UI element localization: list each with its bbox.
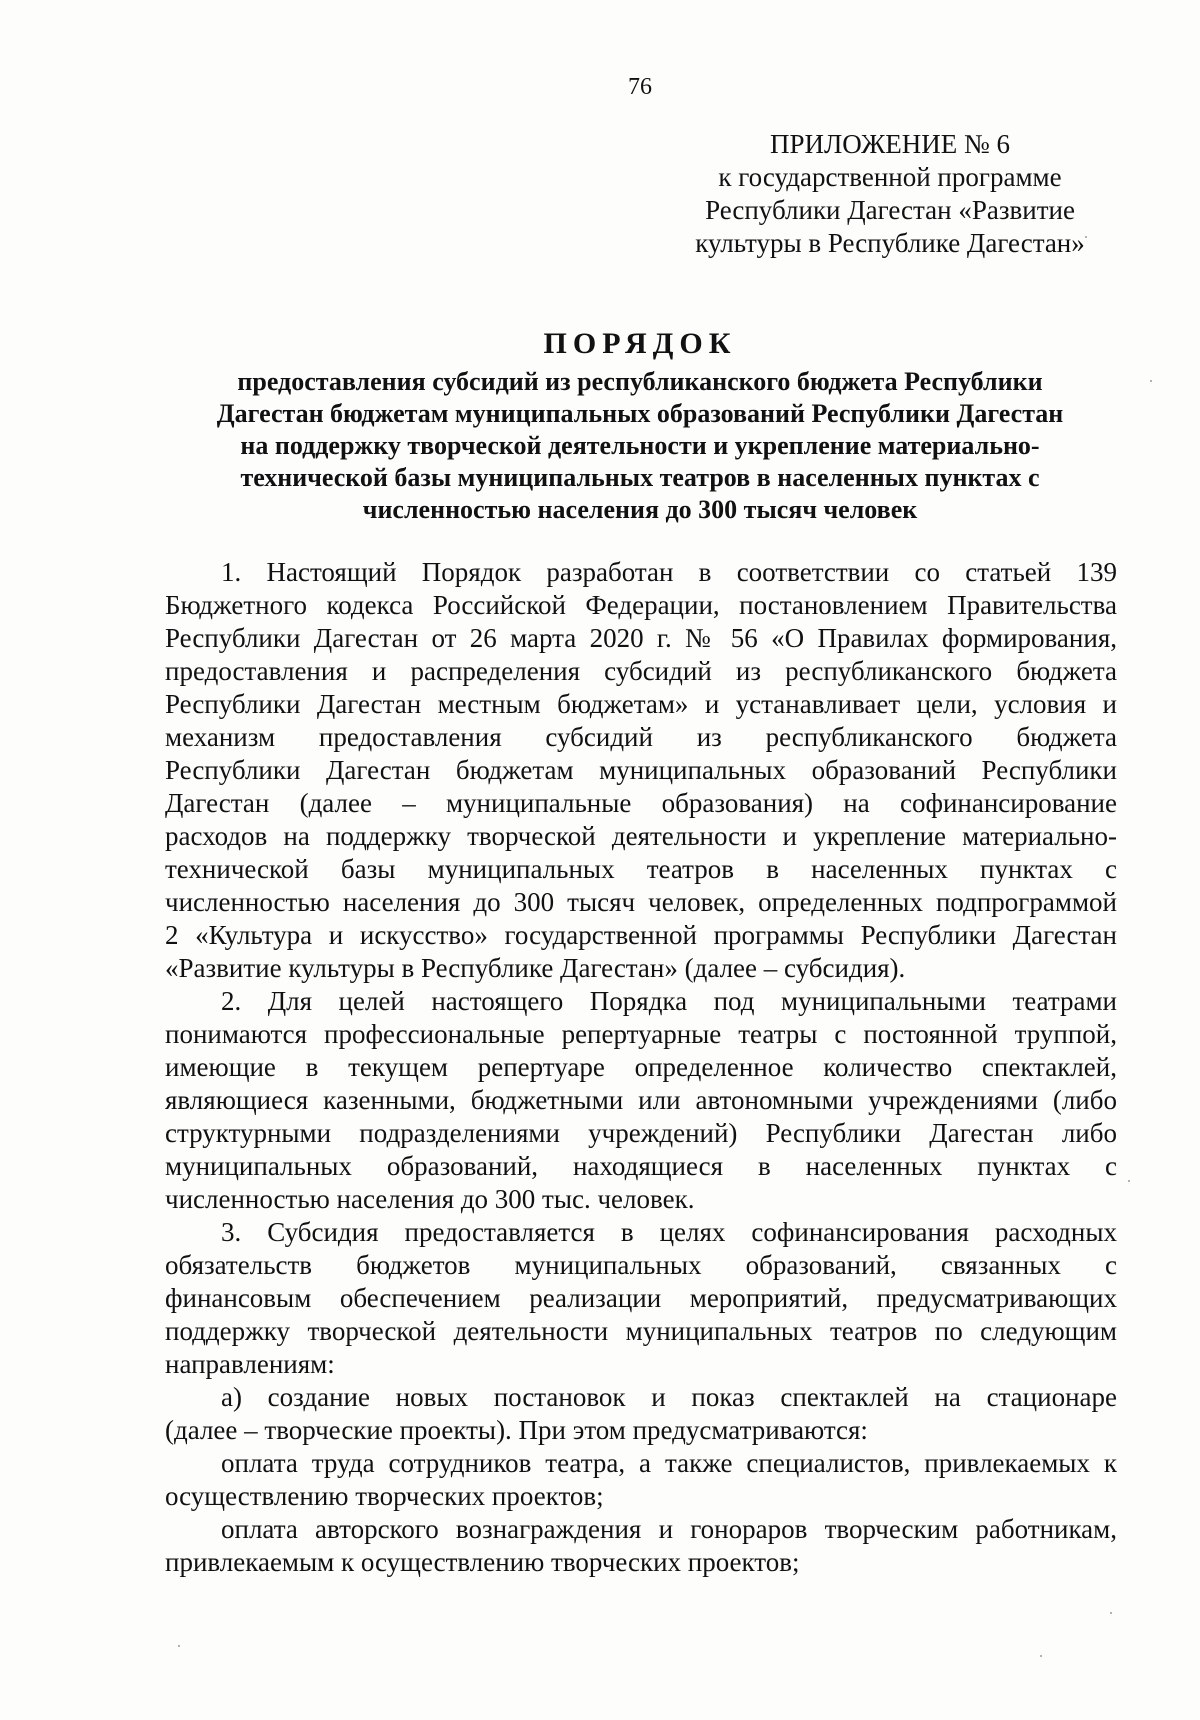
paragraph-1-line: численностью населения до 300 тысяч человек, определенных подпрограммой	[165, 887, 1117, 917]
paragraph-1-line: Дагестан (далее – муниципальные образования) на софинансирование	[165, 788, 1117, 818]
title-line: на поддержку творческой деятельности и укрепление материально-	[240, 431, 1040, 460]
paragraph-2-line: 2. Для целей настоящего Порядка под муниципальными театрами	[221, 986, 1117, 1016]
document-body	[165, 556, 1117, 1579]
subitem-line: оплата авторского вознаграждения и гонораров творческим работникам,	[221, 1514, 1117, 1544]
page-number: 76	[628, 74, 652, 100]
paragraph-3-line: обязательств бюджетов муниципальных образований, связанных с	[165, 1250, 1117, 1280]
paragraph-2-line: являющиеся казенными, бюджетными или автономными учреждениями (либо	[165, 1085, 1117, 1115]
paragraph-1-line: Республики Дагестан от 26 марта 2020 г. № 56 «О Правилах формирования,	[165, 623, 1117, 653]
annex-line: Республики Дагестан «Развитие	[705, 195, 1075, 225]
scan-speck	[1040, 1655, 1042, 1657]
paragraph-1-line: 2 «Культура и искусство» государственной программы Республики Дагестан	[165, 920, 1117, 950]
paragraph-1-line: предоставления и распределения субсидий из республиканского бюджета	[165, 656, 1117, 686]
subitem-line: оплата труда сотрудников театра, а также специалистов, привлекаемых к	[221, 1448, 1117, 1478]
document-title	[150, 324, 1130, 526]
paragraph-2-line: структурными подразделениями учреждений) Республики Дагестан либо	[165, 1118, 1117, 1148]
item-a-line: (далее – творческие проекты). При этом предусматриваются:	[165, 1415, 868, 1445]
annex-line: культуры в Республике Дагестан»	[695, 228, 1085, 258]
title-line: технической базы муниципальных театров в населенных пунктах с	[240, 463, 1040, 492]
title-line: численностью населения до 300 тысяч человек	[362, 495, 918, 524]
paragraph-1-line: расходов на поддержку творческой деятельности и укрепление материально-	[165, 821, 1117, 851]
scan-speck	[1085, 236, 1087, 238]
paragraph-1-line: технической базы муниципальных театров в населенных пунктах с	[165, 854, 1117, 884]
scan-speck	[1128, 1180, 1130, 1182]
title-line: предоставления субсидий из республиканского бюджета Республики	[237, 367, 1043, 396]
annex-header	[670, 128, 1110, 260]
paragraph-1-line: Бюджетного кодекса Российской Федерации, постановлением Правительства	[165, 590, 1117, 620]
subitem-line: осуществлению творческих проектов;	[165, 1481, 604, 1511]
scan-speck	[1110, 1612, 1112, 1614]
paragraph-1-line: Республики Дагестан бюджетам муниципальных образований Республики	[165, 755, 1117, 785]
subitem-line: привлекаемым к осуществлению творческих проектов;	[165, 1547, 800, 1577]
paragraph-1-line: механизм предоставления субсидий из республиканского бюджета	[165, 722, 1117, 752]
scan-speck	[178, 1645, 180, 1647]
paragraph-3-line: поддержку творческой деятельности муниципальных театров по следующим	[165, 1316, 1117, 1346]
paragraph-2-line: имеющие в текущем репертуаре определенное количество спектаклей,	[165, 1052, 1117, 1082]
paragraph-2-line: муниципальных образований, находящиеся в населенных пунктах с	[165, 1151, 1117, 1181]
item-a-line: а) создание новых постановок и показ спектаклей на стационаре	[221, 1382, 1117, 1412]
annex-line: к государственной программе	[718, 162, 1062, 192]
paragraph-1-line: Республики Дагестан местным бюджетам» и устанавливает цели, условия и	[165, 689, 1117, 719]
paragraph-1-line: «Развитие культуры в Республике Дагестан» (далее – субсидия).	[165, 953, 906, 983]
paragraph-2-line: понимаются профессиональные репертуарные театры с постоянной труппой,	[165, 1019, 1117, 1049]
scan-speck	[1150, 380, 1152, 382]
title-line: Дагестан бюджетам муниципальных образований Республики Дагестан	[216, 399, 1064, 428]
paragraph-3-line: направлениям:	[165, 1349, 335, 1379]
paragraph-2-line: численностью населения до 300 тыс. человек.	[165, 1184, 695, 1214]
paragraph-3-line: финансовым обеспечением реализации мероприятий, предусматривающих	[165, 1283, 1117, 1313]
paragraph-3-line: 3. Субсидия предоставляется в целях софинансирования расходных	[221, 1217, 1117, 1247]
title-main: ПОРЯДОК	[543, 327, 737, 360]
paragraph-1-line: 1. Настоящий Порядок разработан в соответствии со статьей 139	[221, 557, 1117, 587]
annex-title: ПРИЛОЖЕНИЕ № 6	[769, 129, 1011, 159]
